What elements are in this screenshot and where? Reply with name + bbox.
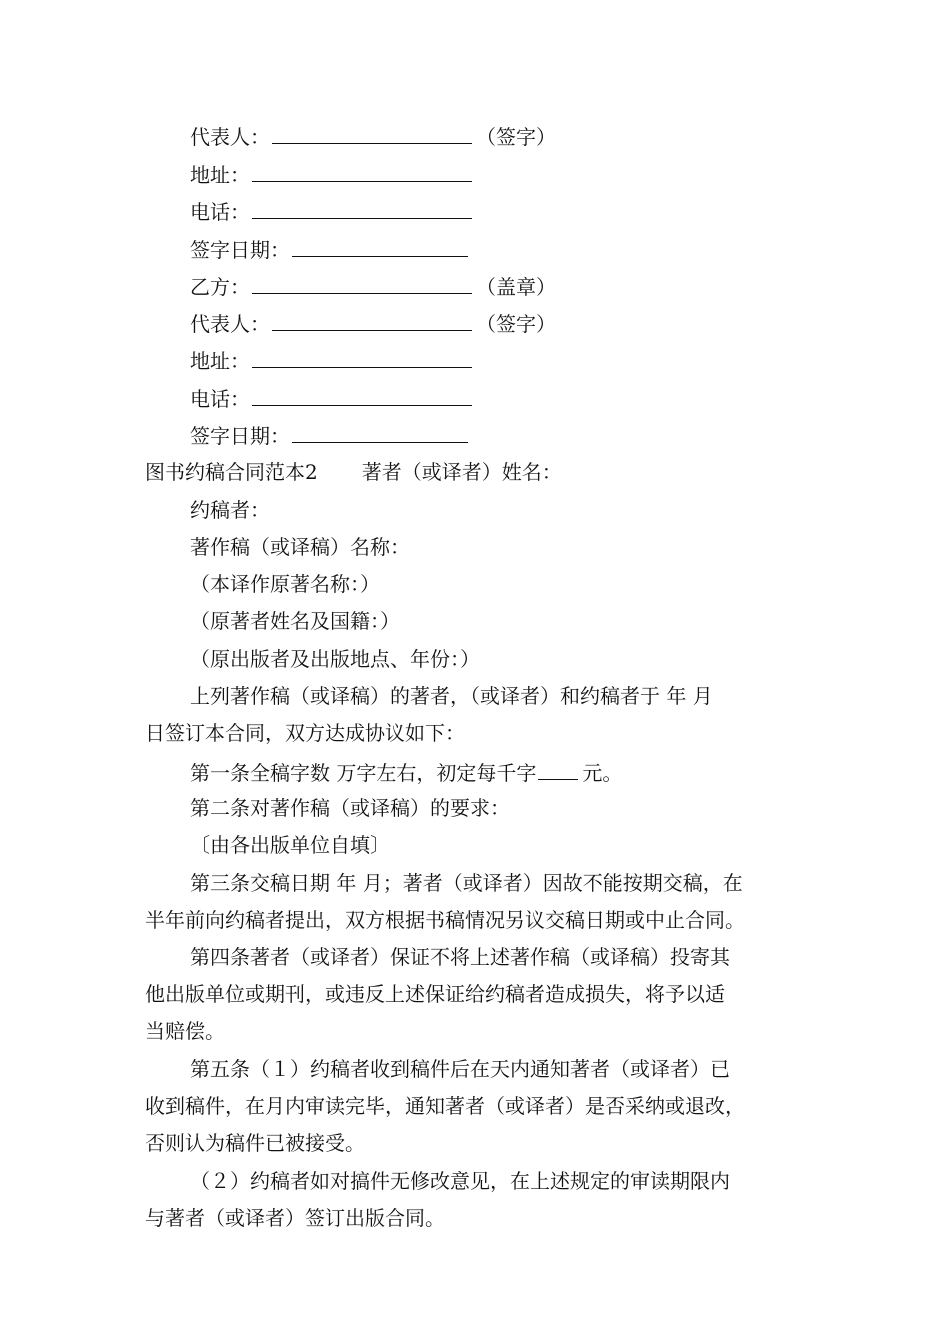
sig-b-phone-label: 电话： xyxy=(190,387,250,411)
author-label: 著者（或译者）姓名： xyxy=(361,460,562,484)
sig-b-addr-line xyxy=(190,347,476,373)
work-label: 著作稿（或译稿）名称： xyxy=(190,535,410,559)
sig-a-date-line xyxy=(190,236,472,262)
sig-a-phone-line xyxy=(190,198,476,224)
article-5b-line-2: 与著者（或译者）签订出版合同。 xyxy=(145,1206,445,1230)
sig-b-party-label: 乙方： xyxy=(190,275,250,299)
article-4-line-1: 第四条著者（或译者）保证不将上述著作稿（或译稿）投寄其 xyxy=(190,945,730,969)
article-4-line-3: 当赔偿。 xyxy=(145,1019,225,1043)
article-4-line-2: 他出版单位或期刊，或违反上述保证给约稿者造成损失，将予以适 xyxy=(145,982,725,1006)
sig-b-phone-line xyxy=(190,385,476,411)
contract2-heading: 图书约稿合同范本2 xyxy=(145,460,318,484)
article-1-text: 第一条全稿字数 万字左右，初定每千字 xyxy=(190,761,537,785)
sig-b-date-line xyxy=(190,422,472,448)
article-3-line-1: 第三条交稿日期 年 月；著者（或译者）因故不能按期交稿，在 xyxy=(190,871,743,895)
intro-line-2: 日签订本合同，双方达成协议如下： xyxy=(145,721,465,745)
article-1-unit: 元。 xyxy=(582,761,623,785)
article-5-line-1: 第五条（１）约稿者收到稿件后在天内通知著者（或译者）已 xyxy=(190,1057,730,1081)
sig-a-rep-blank xyxy=(272,123,472,144)
sig-b-rep-suffix: （签字） xyxy=(476,312,556,336)
orig-title: （本译作原著名称：） xyxy=(190,572,380,596)
article-1 xyxy=(190,759,622,785)
article-5-line-2: 收到稿件，在月内审读完毕，通知著者（或译者）是否采纳或退改， xyxy=(145,1094,745,1118)
sig-a-rep-line xyxy=(190,123,556,149)
sig-b-date-blank xyxy=(292,422,468,443)
sig-a-addr-blank xyxy=(252,161,472,182)
sig-b-date-label: 签字日期： xyxy=(190,424,290,448)
sig-b-party-suffix: （盖章） xyxy=(476,275,556,299)
sig-a-rep-label: 代表人： xyxy=(190,125,270,149)
sig-b-rep-label: 代表人： xyxy=(190,312,270,336)
sig-a-addr-line xyxy=(190,161,476,187)
editor-label: 约稿者： xyxy=(190,498,270,522)
sig-b-party-blank xyxy=(252,273,472,294)
sig-a-phone-label: 电话： xyxy=(190,200,250,224)
sig-b-party-line xyxy=(190,273,556,299)
article-5b-line-1: （２）约稿者如对搞件无修改意见，在上述规定的审读期限内 xyxy=(190,1169,730,1193)
sig-b-phone-blank xyxy=(252,385,472,406)
contract2-heading-line xyxy=(145,460,562,484)
sig-b-addr-blank xyxy=(252,347,472,368)
price-blank xyxy=(538,759,578,780)
sig-a-rep-suffix: （签字） xyxy=(476,125,556,149)
sig-b-rep-blank xyxy=(272,310,472,331)
sig-a-addr-label: 地址： xyxy=(190,163,250,187)
sig-a-phone-blank xyxy=(252,198,472,219)
intro-line-1: 上列著作稿（或译稿）的著者，（或译者）和约稿者于 年 月 xyxy=(190,684,713,708)
sig-b-addr-label: 地址： xyxy=(190,349,250,373)
orig-author: （原著者姓名及国籍：） xyxy=(190,609,400,633)
sig-b-rep-line xyxy=(190,310,556,336)
article-5-line-3: 否则认为稿件已被接受。 xyxy=(145,1131,365,1155)
article-2: 第二条对著作稿（或译稿）的要求： xyxy=(190,796,510,820)
sig-a-date-label: 签字日期： xyxy=(190,238,290,262)
sig-a-date-blank xyxy=(292,236,468,257)
article-3-line-2: 半年前向约稿者提出，双方根据书稿情况另议交稿日期或中止合同。 xyxy=(145,908,745,932)
orig-pub: （原出版者及出版地点、年份：） xyxy=(190,647,480,671)
article-2-note: 〔由各出版单位自填〕 xyxy=(190,833,390,857)
